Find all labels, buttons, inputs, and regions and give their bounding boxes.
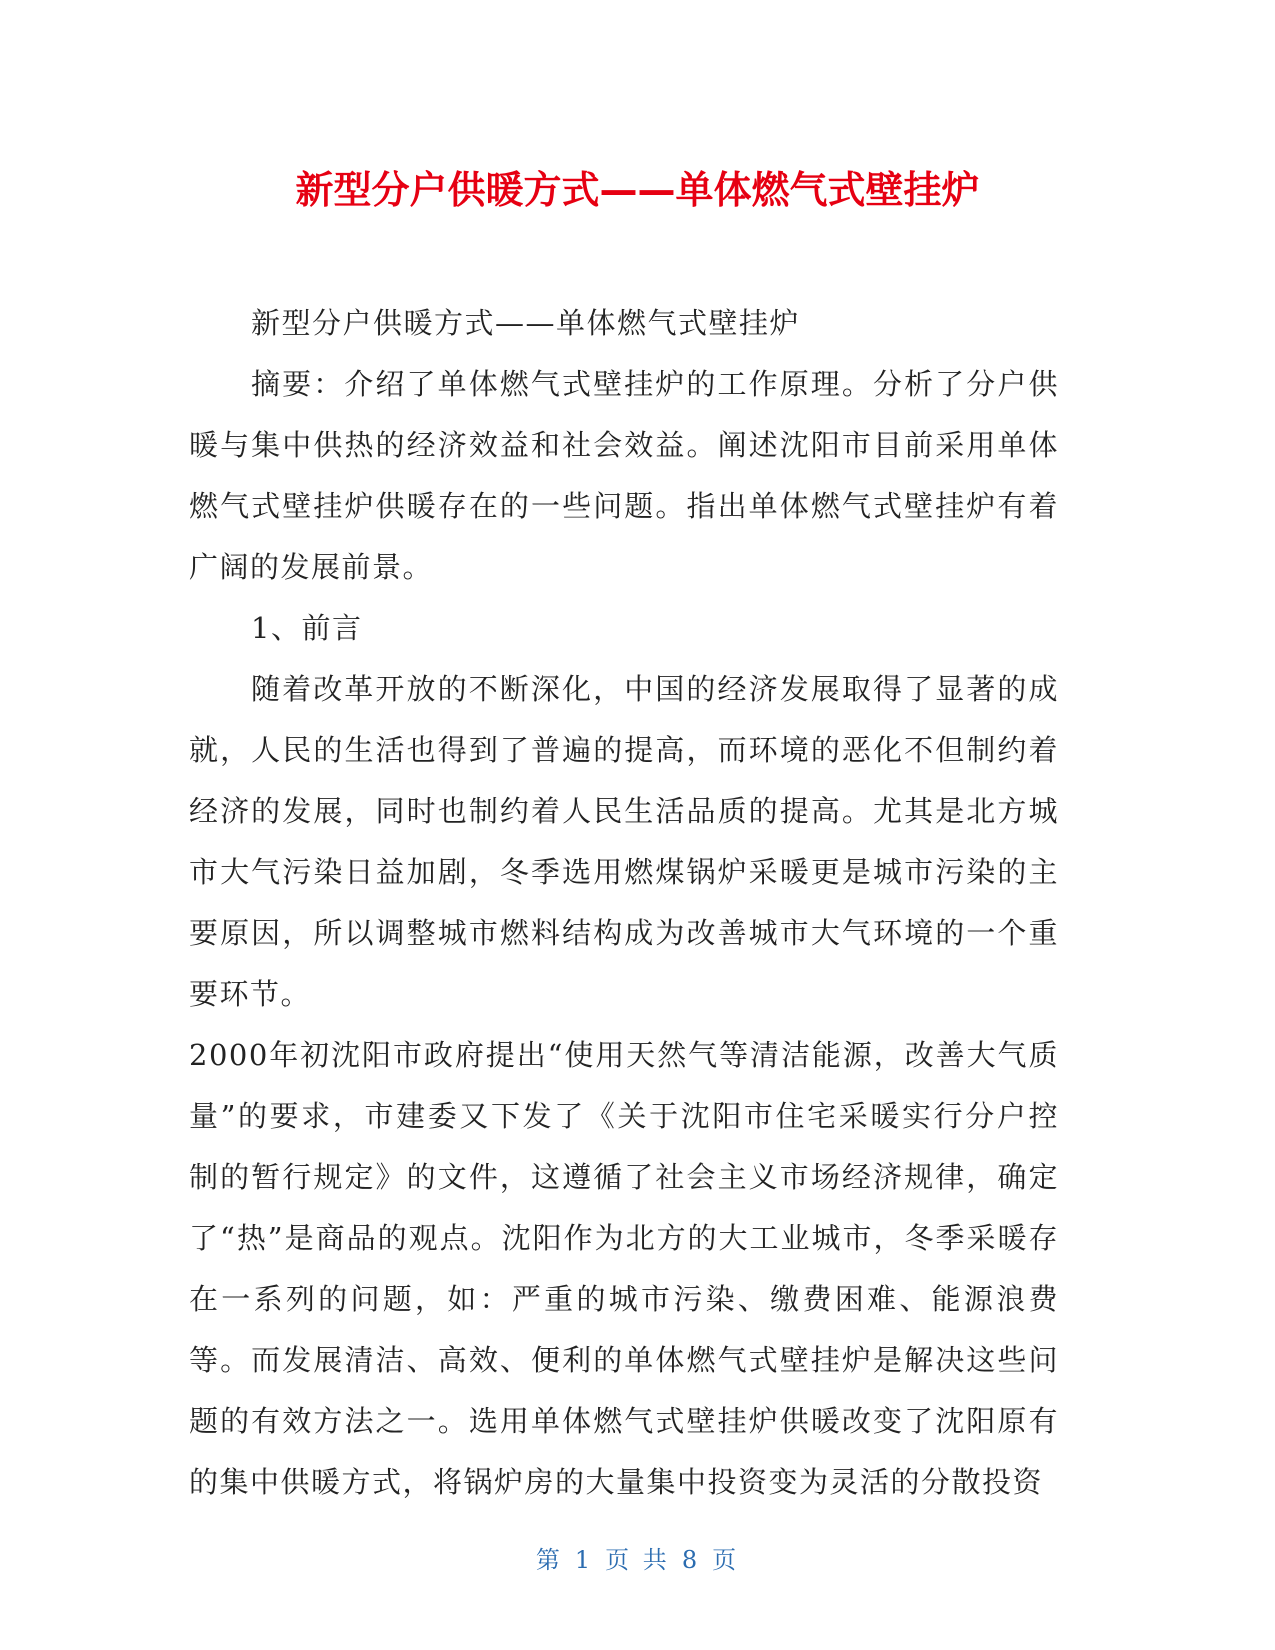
document-title: 新型分户供暖方式——单体燃气式壁挂炉 <box>295 168 980 212</box>
section-heading-preface: 1、前言 <box>251 611 363 645</box>
abstract-paragraph: 摘要：介绍了单体燃气式壁挂炉的工作原理。分析了分户供暖与集中供热的经济效益和社会效益。阐述沈阳市目前采用单体燃气式壁挂炉供暖存在的一些问题。指出单体燃气式壁挂炉有着广阔的发展前景。 <box>189 367 1059 584</box>
footer-page-number: 1 <box>574 1546 594 1574</box>
footer-prefix: 第 <box>535 1546 563 1574</box>
footer-middle: 页 共 <box>605 1546 670 1574</box>
body-paragraph: 2000年初沈阳市政府提出“使用天然气等清洁能源，改善大气质量”的要求，市建委又下发了《关于沈阳市住宅采暖实行分户控制的暂行规定》的文件，这遵循了社会主义市场经济规律，确定了“热”是商品的观点。沈阳作为北方的大工业城市，冬季采暖存在一系列的问题，如：严重的城市污染、缴费困难、能源浪费等。而发展清洁、高效、便利的单体燃气式壁挂炉是解决这些问题的有效方法之一。选用单体燃气式壁挂炉供暖改变了沈阳原有的集中供暖方式，将锅炉房的大量集中投资变为灵活的分散投资 <box>189 1038 1059 1499</box>
document-body <box>189 293 1059 1513</box>
footer-total-pages: 8 <box>681 1546 701 1574</box>
page-footer <box>0 1540 1275 1575</box>
body-paragraph: 随着改革开放的不断深化，中国的经济发展取得了显著的成就，人民的生活也得到了普遍的提高，而环境的恶化不但制约着经济的发展，同时也制约着人民生活品质的提高。尤其是北方城市大气污染日益加剧，冬季选用燃煤锅炉采暖更是城市污染的主要原因，所以调整城市燃料结构成为改善城市大气环境的一个重要环节。 <box>189 672 1059 1011</box>
subtitle-paragraph: 新型分户供暖方式——单体燃气式壁挂炉 <box>251 306 801 340</box>
footer-suffix: 页 <box>712 1546 740 1574</box>
